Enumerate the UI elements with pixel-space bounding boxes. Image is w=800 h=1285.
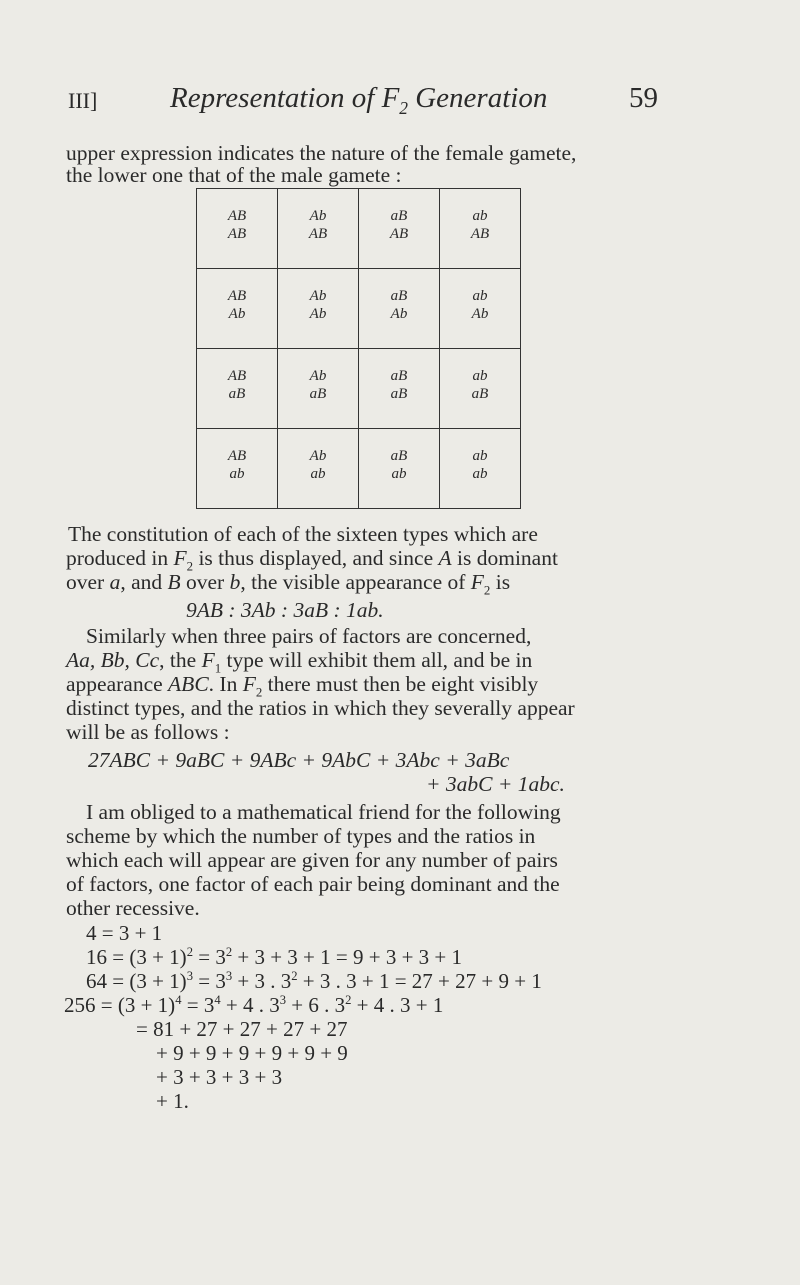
para1-line-1: The constitution of each of the sixteen types which are bbox=[68, 522, 538, 546]
para2-line-5: will be as follows : bbox=[66, 720, 230, 744]
page-number: 59 bbox=[629, 82, 658, 114]
table-cell: ab Ab bbox=[440, 269, 521, 349]
table-cell: aB Ab bbox=[359, 269, 440, 349]
para2-line-1: Similarly when three pairs of factors are concerned, bbox=[86, 624, 532, 648]
table-cell: aB AB bbox=[359, 189, 440, 269]
trihybrid-formula-2: + 3abC + 1abc. bbox=[426, 772, 565, 796]
eq-256-expansion-2: + 9 + 9 + 9 + 9 + 9 + 9 bbox=[156, 1041, 348, 1065]
eq-16: $16 = (3 + 1)^2 = 3^2 + 3 + 3 + 1 = 9 + 3 + 3 + 1$ bbox=[86, 945, 463, 969]
para3-line-2: scheme by which the number of types and the ratios in bbox=[66, 824, 536, 848]
trihybrid-formula-1: 27ABC + 9aBC + 9ABc + 9AbC + 3Abc + 3aBc bbox=[88, 748, 510, 772]
intro-line-1: upper expression indicates the nature of the female gamete, bbox=[66, 141, 577, 165]
table-cell: AB Ab bbox=[197, 269, 278, 349]
running-header bbox=[68, 82, 658, 122]
eq-256-expansion-3: + 3 + 3 + 3 + 3 bbox=[156, 1065, 283, 1089]
para3-line-4: of factors, one factor of each pair being dominant and the bbox=[66, 872, 560, 896]
phenotype-ratio: 9AB : 3Ab : 3aB : 1ab. bbox=[186, 598, 384, 622]
para1-line-3: over a, and B over b, the visible appearance of $F_2$ is bbox=[66, 570, 511, 598]
table-cell: Ab AB bbox=[278, 189, 359, 269]
intro-line-2: the lower one that of the male gamete : bbox=[66, 163, 402, 187]
para2-line-2: Aa, Bb, Cc, the $F_1$ type will exhibit them all, and be in bbox=[66, 648, 533, 676]
table-cell: AB aB bbox=[197, 349, 278, 429]
para3-line-1: I am obliged to a mathematical friend for the following bbox=[86, 800, 561, 824]
table-cell: aB ab bbox=[359, 429, 440, 509]
table-cell: AB ab bbox=[197, 429, 278, 509]
table-cell: Ab ab bbox=[278, 429, 359, 509]
eq-256-expansion-4: + 1. bbox=[156, 1089, 189, 1113]
title-sub: 2 bbox=[399, 97, 408, 118]
eq-64: $64 = (3 + 1)^3 = 3^3 + 3$ . $3^2 + 3$ . 3 + 1 = 27 + 27 + 9 + 1 bbox=[86, 969, 542, 993]
eq-256-expansion-1: = 81 + 27 + 27 + 27 + 27 bbox=[136, 1017, 348, 1041]
table-cell: ab AB bbox=[440, 189, 521, 269]
para2-line-4: distinct types, and the ratios in which they severally appear bbox=[66, 696, 575, 720]
eq-256: $256 = (3 + 1)^4 = 3^4 + 4$ . $3^3 + 6$ . $3^2 + 4$ . 3 + 1 bbox=[64, 993, 444, 1017]
chapter-number: III] bbox=[68, 88, 98, 113]
title-f: F bbox=[381, 82, 400, 114]
table-cell: AB AB bbox=[197, 189, 278, 269]
para2-line-3: appearance ABC. In $F_2$ there must then be eight visibly bbox=[66, 672, 539, 700]
title-text-end: Generation bbox=[407, 82, 548, 114]
title-text: Representation of bbox=[170, 82, 382, 114]
table-cell: ab ab bbox=[440, 429, 521, 509]
table-cell: Ab Ab bbox=[278, 269, 359, 349]
para3-line-3: which each will appear are given for any number of pairs bbox=[66, 848, 558, 872]
gamete-table bbox=[196, 188, 521, 509]
table-cell: Ab aB bbox=[278, 349, 359, 429]
table-cell: aB aB bbox=[359, 349, 440, 429]
table-cell: ab aB bbox=[440, 349, 521, 429]
para3-line-5: other recessive. bbox=[66, 896, 200, 920]
eq-4: 4 = 3 + 1 bbox=[86, 921, 163, 945]
para1-line-2: produced in $F_2$ is thus displayed, and since A is dominant bbox=[66, 546, 558, 574]
running-title bbox=[170, 82, 548, 118]
